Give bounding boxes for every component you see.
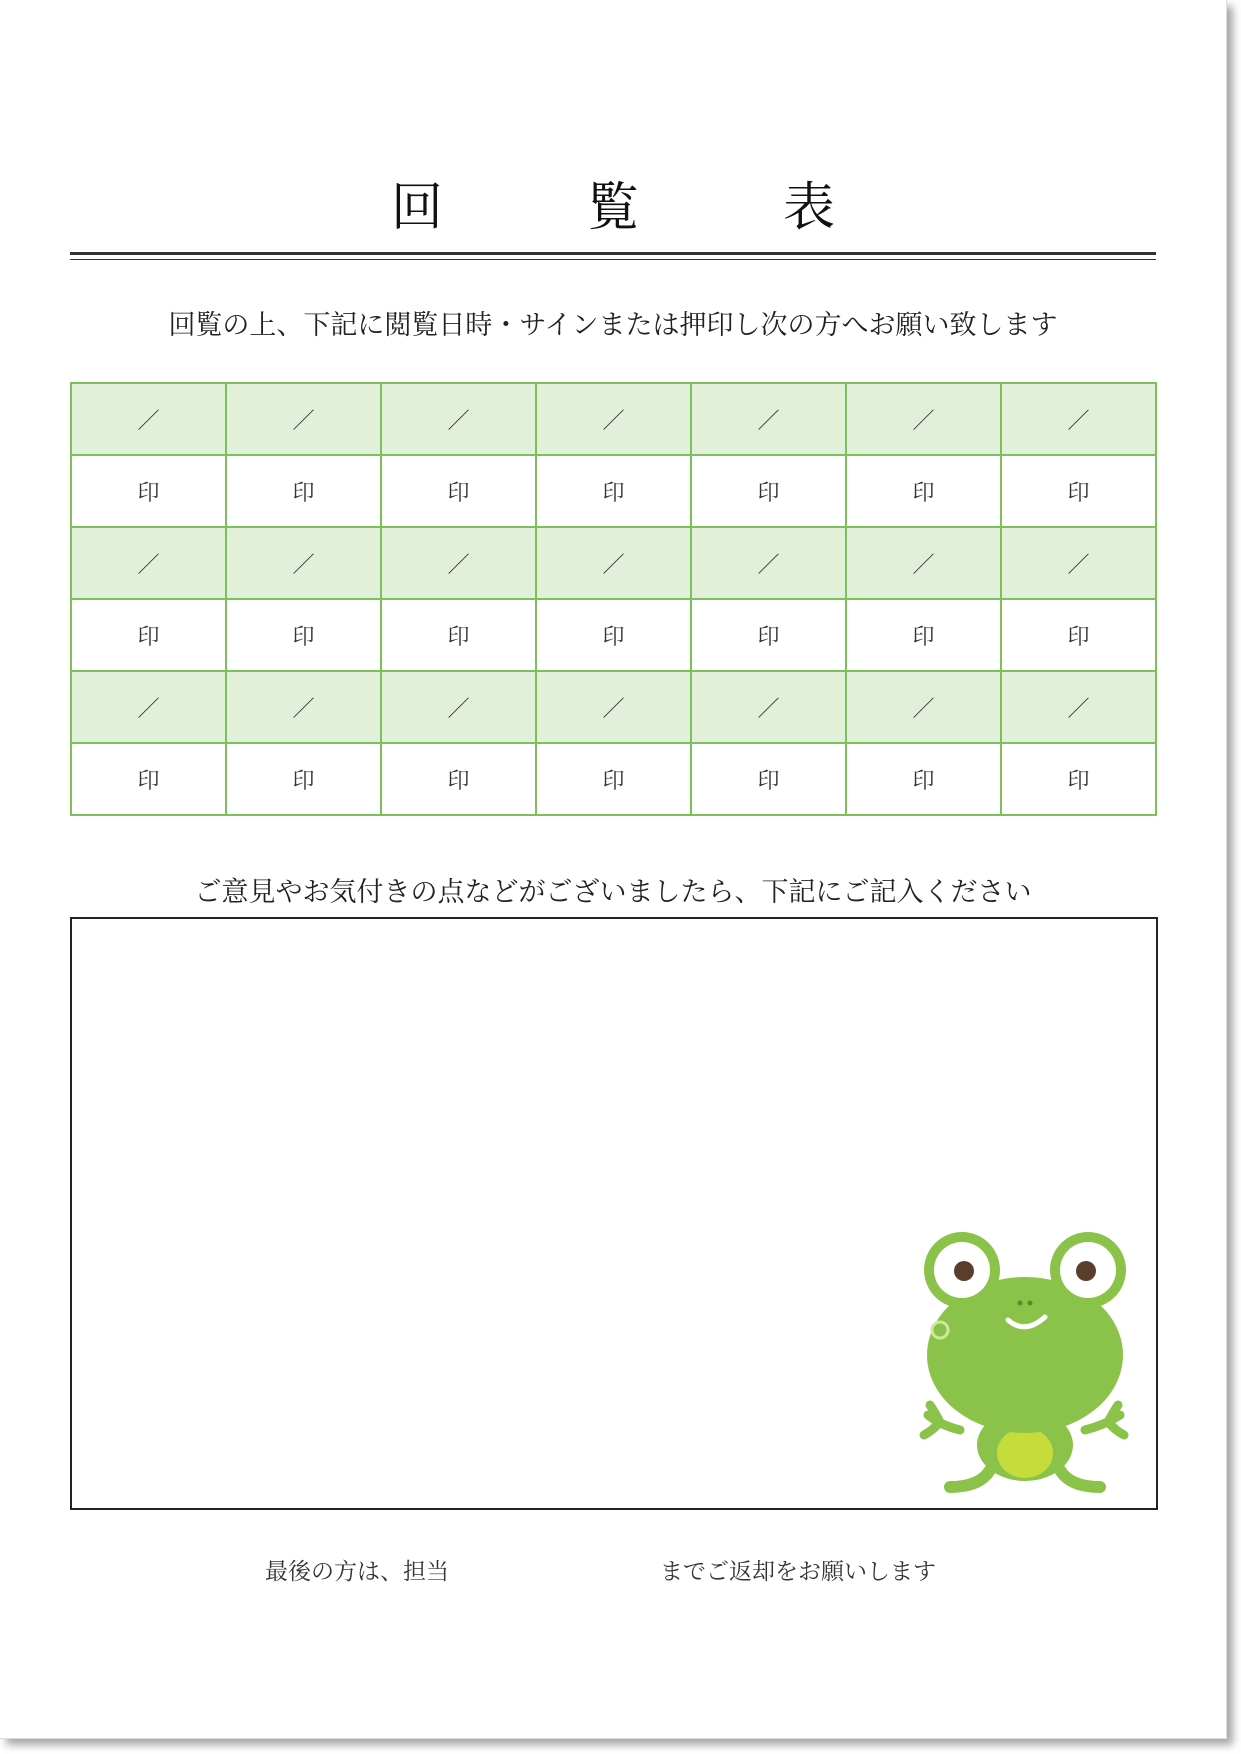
- date-cell[interactable]: ／: [381, 671, 536, 743]
- seal-cell[interactable]: 印: [846, 599, 1001, 671]
- date-cell[interactable]: ／: [691, 527, 846, 599]
- seal-cell[interactable]: 印: [1001, 455, 1156, 527]
- page-title: 回 覧 表: [390, 178, 881, 238]
- date-cell[interactable]: ／: [71, 383, 226, 455]
- frog-left-pupil: [954, 1261, 974, 1281]
- date-cell[interactable]: ／: [381, 527, 536, 599]
- frog-right-leg: [1060, 1470, 1100, 1487]
- seal-cell[interactable]: 印: [71, 599, 226, 671]
- seal-row: [71, 599, 1156, 671]
- seal-cell[interactable]: 印: [381, 455, 536, 527]
- seal-cell[interactable]: 印: [691, 455, 846, 527]
- seal-cell[interactable]: 印: [71, 455, 226, 527]
- date-cell[interactable]: ／: [536, 383, 691, 455]
- seal-cell[interactable]: 印: [1001, 743, 1156, 815]
- seal-row: [71, 455, 1156, 527]
- seal-cell[interactable]: 印: [846, 455, 1001, 527]
- comment-label: ご意見やお気付きの点などがございましたら、下記にご記入ください: [194, 877, 1032, 908]
- date-cell[interactable]: ／: [846, 671, 1001, 743]
- footer-return-note-right: までご返却をお願いします: [660, 1559, 936, 1585]
- instruction-text: 回覧の上、下記に閲覧日時・サインまたは押印し次の方へお願い致します: [168, 310, 1058, 341]
- seal-cell[interactable]: 印: [846, 743, 1001, 815]
- seal-cell[interactable]: 印: [226, 599, 381, 671]
- seal-cell[interactable]: 印: [536, 599, 691, 671]
- date-cell[interactable]: ／: [71, 527, 226, 599]
- frog-belly: [997, 1428, 1053, 1478]
- title-underline-thick: [70, 252, 1156, 255]
- footer-return-note-left: 最後の方は、担当: [265, 1559, 449, 1585]
- date-cell[interactable]: ／: [1001, 383, 1156, 455]
- frog-left-leg: [950, 1470, 990, 1487]
- date-cell[interactable]: ／: [846, 383, 1001, 455]
- frog-right-pupil: [1076, 1261, 1096, 1281]
- seal-cell[interactable]: 印: [691, 599, 846, 671]
- date-cell[interactable]: ／: [226, 527, 381, 599]
- date-cell[interactable]: ／: [536, 671, 691, 743]
- date-cell[interactable]: ／: [71, 671, 226, 743]
- date-cell[interactable]: ／: [1001, 527, 1156, 599]
- seal-cell[interactable]: 印: [1001, 599, 1156, 671]
- seal-cell[interactable]: 印: [536, 743, 691, 815]
- date-row: [71, 383, 1156, 455]
- title-underline-thin: [70, 259, 1156, 260]
- seal-cell[interactable]: 印: [691, 743, 846, 815]
- seal-cell[interactable]: 印: [226, 455, 381, 527]
- seal-cell[interactable]: 印: [71, 743, 226, 815]
- frog-left-arm: [924, 1405, 960, 1435]
- date-cell[interactable]: ／: [226, 383, 381, 455]
- date-cell[interactable]: ／: [536, 527, 691, 599]
- date-cell[interactable]: ／: [1001, 671, 1156, 743]
- date-cell[interactable]: ／: [691, 383, 846, 455]
- date-cell[interactable]: ／: [381, 383, 536, 455]
- seal-cell[interactable]: 印: [381, 599, 536, 671]
- date-row: [71, 671, 1156, 743]
- date-cell[interactable]: ／: [846, 527, 1001, 599]
- circulation-grid: [70, 382, 1157, 816]
- date-cell[interactable]: ／: [226, 671, 381, 743]
- seal-cell[interactable]: 印: [536, 455, 691, 527]
- seal-cell[interactable]: 印: [381, 743, 536, 815]
- date-row: [71, 527, 1156, 599]
- seal-row: [71, 743, 1156, 815]
- frog-icon: [910, 1225, 1140, 1505]
- seal-cell[interactable]: 印: [226, 743, 381, 815]
- date-cell[interactable]: ／: [691, 671, 846, 743]
